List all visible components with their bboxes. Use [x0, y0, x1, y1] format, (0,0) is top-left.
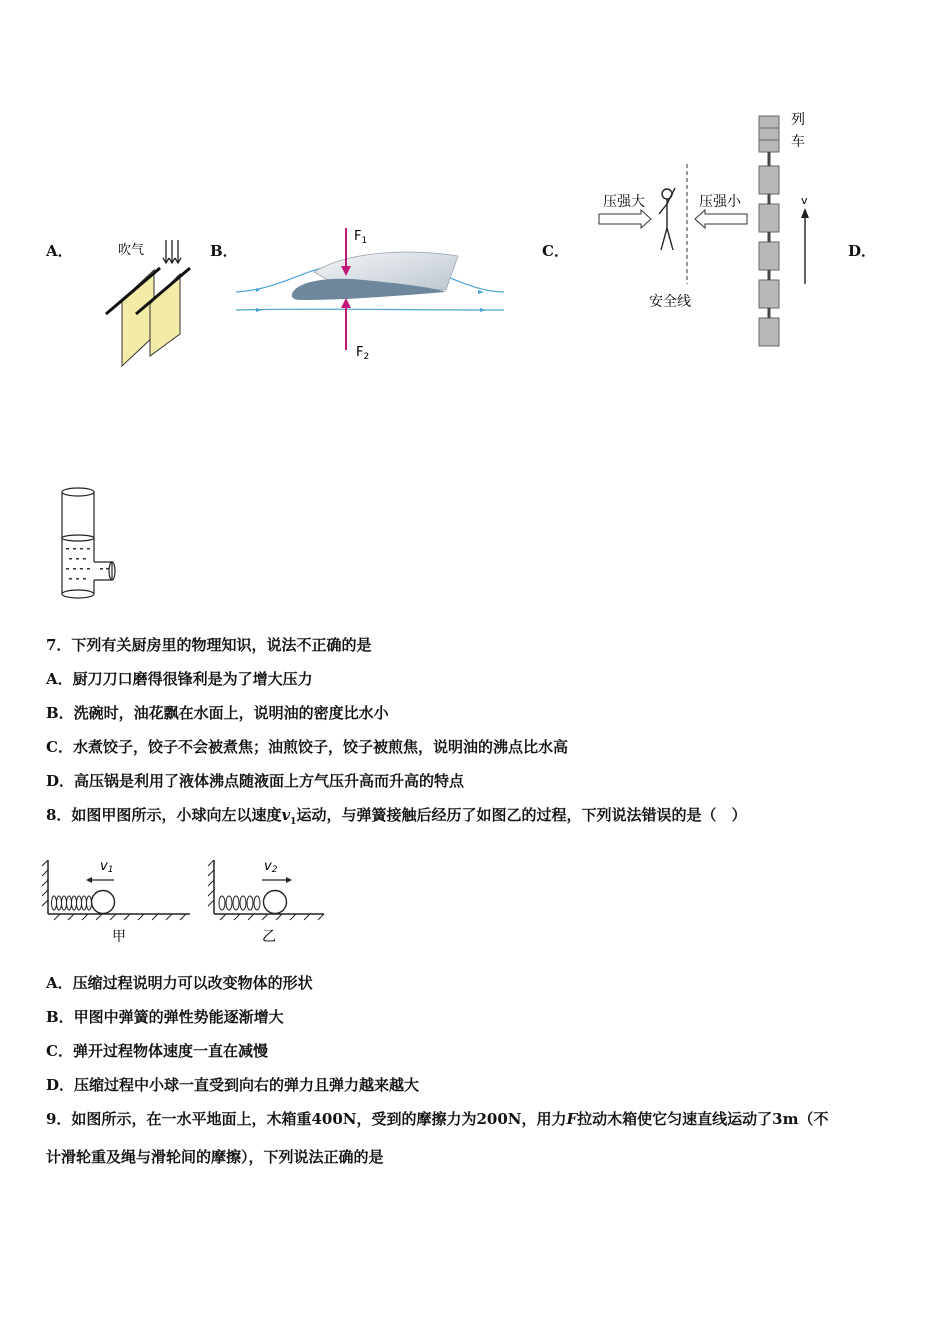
svg-text:F1: $F_1$ [354, 229, 368, 246]
q7-option-d: D．高压锅是利用了液体沸点随液面上方气压升高而升高的特点 [46, 772, 465, 790]
streamline-bottom [236, 309, 504, 310]
ball-jia [92, 891, 115, 914]
q8-spring-figure [40, 850, 330, 946]
high-pressure-label: 压强大 [603, 194, 645, 210]
q9-stem-line1: 9．如图所示，在一水平地面上，木箱重400N，受到的摩擦力为200N，用力F拉动木箱使它匀速直线运动了3m（不 [46, 1110, 829, 1128]
label-yi: 乙 [262, 929, 276, 945]
q9-stem-line2: 计滑轮重及绳与滑轮间的摩擦），下列说法正确的是 [46, 1148, 384, 1166]
q8-stem: 8．如图甲图所示，小球向左以速度$v_1$运动，与弹簧接触后经历了如图乙的过程，下列说法错误的是（ ） [46, 806, 747, 827]
q8-option-c: C．弹开过程物体速度一直在减慢 [46, 1042, 268, 1060]
label-jia: 甲 [112, 929, 126, 945]
svg-text:F2: $F_2$ [356, 345, 370, 362]
person-icon [659, 188, 675, 250]
svg-text:v2: v2 [264, 859, 278, 875]
figure-c-train-platform [595, 108, 825, 354]
svg-text:v: v [801, 194, 808, 207]
spring-extended-icon [219, 896, 260, 910]
q8-option-a: A．压缩过程说明力可以改变物体的形状 [46, 974, 313, 992]
option-d-label: D． [848, 242, 877, 260]
svg-text:v1: v1 [100, 859, 114, 875]
paper-left [122, 270, 154, 366]
q7-option-b: B．洗碗时，油花飘在水面上，说明油的密度比水小 [46, 704, 389, 722]
q8-option-d: D．压缩过程中小球一直受到向右的弹力且弹力越来越大 [46, 1076, 420, 1094]
figure-a-paper-blow [100, 228, 200, 368]
q7-option-a: A．厨刀刀口磨得很锋利是为了增大压力 [46, 670, 313, 688]
airflow-arrows-icon [163, 240, 181, 263]
q7-option-c: C．水煮饺子，饺子不会被煮焦；油煎饺子，饺子被煎焦，说明油的沸点比水高 [46, 738, 568, 756]
svg-text:列: 列 [791, 112, 805, 128]
svg-text:车: 车 [791, 134, 805, 150]
figure-b-airfoil [236, 226, 504, 366]
liquid [62, 538, 94, 596]
q8-option-b: B．甲图中弹簧的弹性势能逐渐增大 [46, 1008, 284, 1026]
option-a-label: A． [46, 242, 73, 260]
push-arrow-left [695, 210, 747, 228]
low-pressure-label: 压强小 [699, 194, 741, 210]
figure-d-container [56, 486, 122, 606]
safety-line-label: 安全线 [649, 294, 691, 310]
q7-stem: 7．下列有关厨房里的物理知识，说法不正确的是 [46, 636, 372, 654]
option-c-label: C． [542, 242, 569, 260]
ball-yi [264, 891, 287, 914]
spring-compressed-icon [52, 896, 92, 910]
push-arrow-right [599, 210, 651, 228]
blow-label: 吹气 [118, 243, 145, 258]
option-b-label: B． [210, 242, 238, 260]
